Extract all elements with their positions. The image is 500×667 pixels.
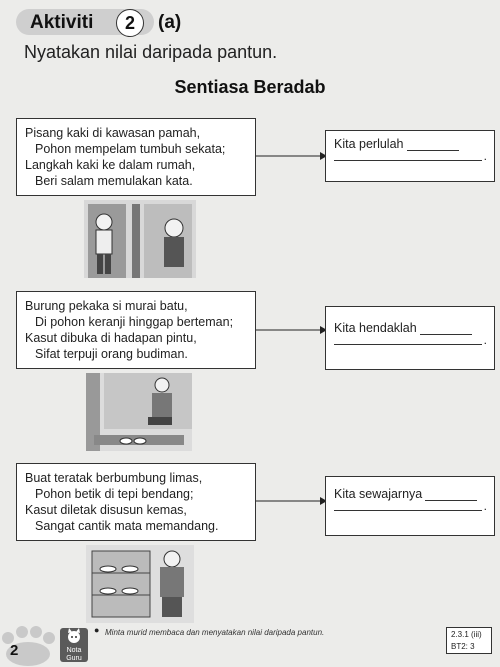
teacher-note-label: Guru bbox=[66, 655, 82, 662]
answer-blank[interactable] bbox=[420, 333, 472, 335]
illustration-shoe-rack bbox=[86, 545, 194, 623]
pantun-line: Pohon mempelam tumbuh sekata; bbox=[35, 142, 226, 156]
pantun-line: Burung pekaka si murai batu, bbox=[25, 299, 188, 313]
bullet-dot: ● bbox=[94, 625, 100, 635]
answer-blank[interactable] bbox=[425, 499, 477, 501]
page-number: 2 bbox=[10, 642, 19, 659]
arrow-right-icon bbox=[256, 495, 328, 507]
answer-prompt: Kita perlulah bbox=[334, 137, 404, 151]
pantun-box-1 bbox=[16, 118, 256, 196]
answer-prompt: Kita sewajarnya bbox=[334, 487, 423, 501]
pantun-line: Kasut diletak disusun kemas, bbox=[25, 503, 187, 517]
worksheet-title: Sentiasa Beradab bbox=[174, 77, 326, 97]
pantun-line: Sangat cantik mata memandang. bbox=[35, 519, 219, 533]
activity-label: Aktiviti bbox=[30, 12, 94, 33]
pantun-line: Di pohon keranji hinggap berteman; bbox=[35, 315, 234, 329]
answer-blank-line[interactable]: . bbox=[334, 509, 482, 511]
pantun-line: Buat teratak berbumbung limas, bbox=[25, 471, 203, 485]
curriculum-code-box bbox=[446, 627, 492, 654]
activity-part: (a) bbox=[158, 12, 182, 33]
curriculum-code: 2.3.1 (iii) bbox=[451, 630, 482, 639]
pantun-box-3 bbox=[16, 463, 256, 541]
illustration-shoes-at-door bbox=[86, 373, 192, 451]
cat-face-icon bbox=[60, 628, 88, 644]
answer-box-3[interactable] bbox=[325, 476, 495, 536]
arrow-right-icon bbox=[256, 150, 328, 162]
pantun-line: Pohon betik di tepi bendang; bbox=[35, 487, 194, 501]
instruction-text: Nyatakan nilai daripada pantun. bbox=[24, 42, 278, 62]
curriculum-code: BT2: 3 bbox=[451, 642, 475, 651]
pantun-line: Sifat terpuji orang budiman. bbox=[35, 347, 188, 361]
activity-number: 2 bbox=[116, 9, 144, 37]
pantun-box-2 bbox=[16, 291, 256, 369]
answer-box-2[interactable] bbox=[325, 306, 495, 370]
answer-box-1[interactable] bbox=[325, 130, 495, 182]
pantun-line: Langkah kaki ke dalam rumah, bbox=[25, 158, 196, 172]
illustration-greeting bbox=[84, 200, 196, 278]
arrow-right-icon bbox=[256, 324, 328, 336]
answer-blank-line[interactable]: . bbox=[334, 159, 482, 161]
paw-print-icon bbox=[0, 626, 56, 667]
pantun-line: Kasut dibuka di hadapan pintu, bbox=[25, 331, 197, 345]
answer-prompt: Kita hendaklah bbox=[334, 321, 417, 335]
teacher-note-label: Nota bbox=[66, 647, 82, 654]
answer-blank[interactable] bbox=[407, 149, 459, 151]
answer-blank-line[interactable]: . bbox=[334, 343, 482, 345]
teacher-note-text: Minta murid membaca dan menyatakan nilai daripada pantun. bbox=[105, 628, 325, 637]
teacher-note-badge bbox=[60, 628, 88, 662]
pantun-line: Pisang kaki di kawasan pamah, bbox=[25, 126, 201, 140]
pantun-line: Beri salam memulakan kata. bbox=[35, 174, 193, 188]
